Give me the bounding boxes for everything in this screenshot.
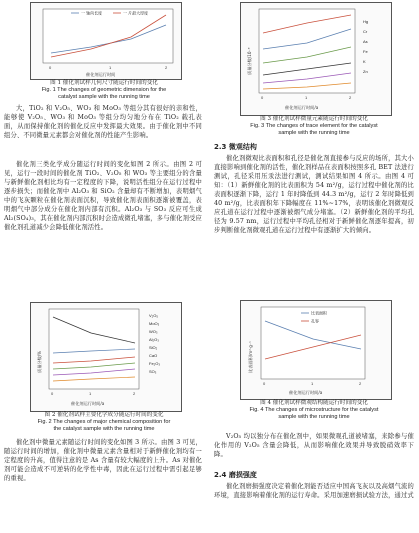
svg-text:1: 1 <box>305 95 308 100</box>
right-paragraph-1: 催化剂微观比表面积和孔径是催化剂直接参与反应的场所，其大小直接影响到催化剂的活性，催化剂样品在表面积按照多孔 BET 法进行测试，孔径采用压汞法进行测试，测试结果如图 4 所示。由图 4 可知：（1）新鲜催化剂的比表面积为 54 m²/g，运行过程中催化剂的比表面积逐渐下降，运行 1 年时降低到 44.3 m²/g，运行 2 年时降低到 40 m²/g，比表面积年下降幅度在 11%~17%，表明该催化剂微观反应孔道在运行过程中逐渐被烟气成分堵塞。（2）新鲜催化剂的平均孔径为 9.57 nm，运行过程中平均孔径相对于新鲜催化剂逐年提高，初步判断催化剂微观孔道在运行过程中有逐渐扩大的倾向。 <box>214 155 414 234</box>
figure-2-plot <box>31 303 181 411</box>
svg-text:Hg: Hg <box>363 19 369 24</box>
svg-text:0: 0 <box>51 391 54 396</box>
left-paragraph-3: 催化剂中微量元素随运行时间的变化如图 3 所示。由图 3 可见，随运行时间的增加，催化剂中微量元素含量相对于新鲜催化剂均有一定程度的升高，值得注意的是 As 含量有较大幅度的上升。As 对催化剂可能会造成不可逆转的化学性中毒，因此在运行过程中需引起足够的重视。 <box>4 439 202 482</box>
figure-2 <box>30 302 182 412</box>
figure-3 <box>240 2 392 116</box>
fig1-caption-en1: Fig. 1 The changes of geometric dimension for the <box>41 87 167 93</box>
fig1-caption-en2: catalyst sample with the running time <box>58 94 150 100</box>
fig2-caption-en2: the catalyst sample with the running time <box>53 426 155 432</box>
fig1-caption-zh: 图 1 催化剂试样几何尺寸随运行时间的变化 <box>50 80 158 86</box>
svg-text:Cr: Cr <box>363 29 368 34</box>
left-paragraph-2: 催化剂三类化学成分随运行时间的变化如图 2 所示。由图 2 可见，运行一段时间的催化剂 TiO₂、V₂O₅ 和 WO₃ 等主要组分的含量与新鲜催化剂相比均有一定程度的下降，说明活性组分在运行过程中逐步损失；而催化剂中 Al₂O₃ 和 SiO₂ 含量却有不断增加，表明烟气中的飞灰颗粒在催化剂表面沉积，导致催化剂表面积逐渐被覆盖，表明烟气中部分成分在催化剂内部有沉积。Al₂O₃ 与 SO₃ 反应可生成 Al₂(SO₄)₃，其在催化剂内部沉积时会造成微孔堵塞，多与催化剂受应催化剂孔道减少会降低催化剂活性。 <box>4 161 202 231</box>
left-paragraph-1: 大，TiO₂ 和 V₂O₅、WO₃ 和 MoO₃ 等组分其有很好的亲和性，能够使 V₂O₅、WO₃ 和 MoO₃ 等组分均匀地分布在 TiO₂ 载孔表面，从而保持催化剂的催化反应中发挥最大效果。由于催化剂中不同组分、不同微量元素都会对催化剂的性能产生影响。 <box>4 105 202 139</box>
fig3-caption-en1: Fig. 3 The changes of trace element for the catalyst <box>250 123 378 129</box>
svg-text:0: 0 <box>263 381 266 386</box>
figure-4 <box>240 300 392 400</box>
svg-text:SO₃: SO₃ <box>149 369 157 374</box>
svg-text:MoO₃: MoO₃ <box>149 321 160 326</box>
fig2-legend <box>149 313 160 374</box>
figure-3-plot <box>241 3 391 115</box>
svg-text:2: 2 <box>349 95 352 100</box>
svg-text:1: 1 <box>109 65 112 70</box>
legend-1: 一 轴向长度 <box>81 10 103 16</box>
right-paragraph-3: 催化剂磨损强度决定着催化剂能否适应中国高飞灰以及高烟气流的环境，直接影响着催化剂的运行寿命。采用加速磨损试验方法，通过式 <box>214 483 414 499</box>
svg-text:0: 0 <box>261 95 264 100</box>
legend-2: 一 片最大厚度 <box>123 10 149 16</box>
svg-text:0: 0 <box>49 65 52 70</box>
fig4-caption <box>214 400 414 421</box>
fig3-xlabel: 催化剂运行时间/a <box>285 105 319 110</box>
fig3-ylabel: 质量分数/10⁻⁶ <box>247 47 252 75</box>
svg-text:Fe: Fe <box>363 49 368 54</box>
section-heading-wear: 2.4 磨损强度 <box>214 471 257 479</box>
fig3-caption <box>214 116 414 137</box>
fig2-xlabel: 催化剂运行时间/a <box>71 401 105 406</box>
fig4-caption-en2: sample with the running time <box>278 414 350 420</box>
fig1-caption <box>4 80 204 101</box>
fig1-xlabel: 催化剂运行时间 <box>86 72 116 77</box>
svg-text:2: 2 <box>133 391 136 396</box>
fig2-caption <box>4 412 204 433</box>
fig4-xlabel: 催化剂运行时间/a <box>289 390 323 395</box>
legend-1: 比表面积 <box>311 310 327 316</box>
fig4-caption-en1: Fig. 4 The changes of microstructure for the catalyst <box>249 407 379 413</box>
svg-text:Zn: Zn <box>363 69 368 74</box>
svg-text:Fe₂O₃: Fe₂O₃ <box>149 361 160 366</box>
fig3-caption-zh: 图 3 催化剂试样微量元素随运行时间的变化 <box>260 116 368 122</box>
svg-text:CaO: CaO <box>149 353 158 358</box>
fig4-ylabel: 比表面积/m²·g⁻¹ <box>248 341 253 373</box>
fig3-caption-en2: sample with the running time <box>278 130 350 136</box>
figure-1-plot <box>31 3 181 79</box>
legend-2: 孔容 <box>311 318 319 324</box>
figure-4-plot <box>241 301 391 399</box>
svg-text:As: As <box>363 39 368 44</box>
figure-1 <box>30 2 182 80</box>
svg-text:2: 2 <box>165 65 168 70</box>
svg-text:SiO₂: SiO₂ <box>149 345 158 350</box>
svg-text:2: 2 <box>359 381 362 386</box>
svg-text:K: K <box>363 59 366 64</box>
fig4-caption-zh: 图 4 催化剂试样微观结构随运行时间的变化 <box>260 400 368 406</box>
svg-text:1: 1 <box>89 391 92 396</box>
fig2-caption-zh: 图 2 催化剂试样主要化学成分随运行时间的变化 <box>44 412 164 418</box>
svg-text:V₂O₅: V₂O₅ <box>149 313 158 318</box>
fig2-ylabel: 质量分数/% <box>37 350 42 373</box>
svg-text:WO₃: WO₃ <box>149 329 158 334</box>
fig2-caption-en1: Fig. 2 The changes of major chemical composition for <box>37 419 171 425</box>
svg-text:Al₂O₃: Al₂O₃ <box>149 337 159 342</box>
right-paragraph-2: V₂O₅ 均以独分布在催化剂中，如果微观孔道被堵塞，来除参与催化作用的 V₂O₅ 含量会降低，从而影响催化效果并导致脱硝效率下降。 <box>214 433 414 458</box>
fig3-legend <box>363 19 368 74</box>
svg-text:1: 1 <box>311 381 314 386</box>
section-heading-microstructure: 2.3 微观结构 <box>214 143 257 151</box>
plot-area <box>259 9 355 93</box>
